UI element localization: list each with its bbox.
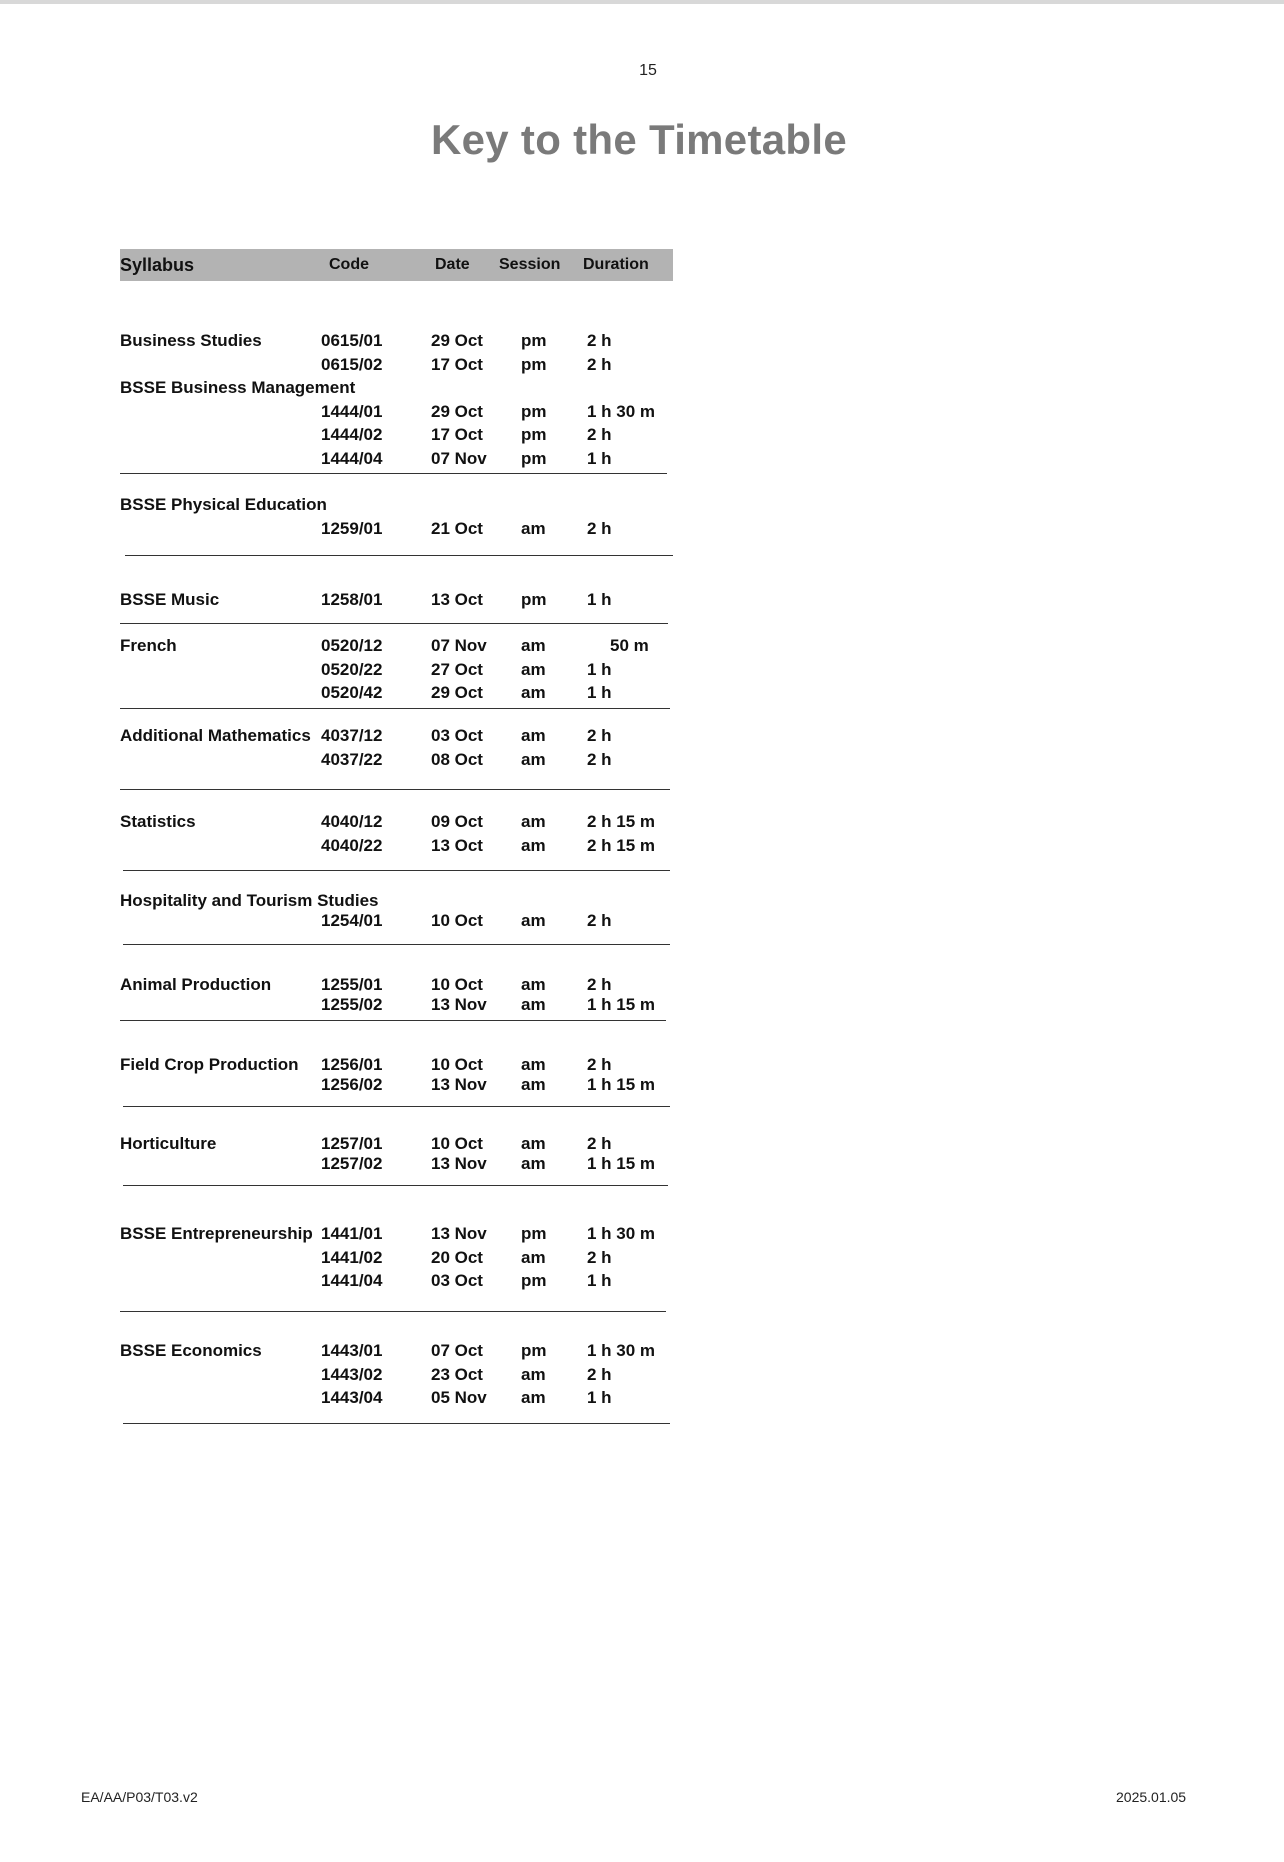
paper-code: 1256/02 — [321, 1074, 383, 1094]
subject-name: Animal Production — [120, 975, 272, 994]
paper-code: 4040/22 — [321, 835, 383, 855]
paper-session: am — [521, 1247, 546, 1267]
paper-duration: 2 h — [587, 1247, 612, 1267]
paper-session: am — [521, 1055, 546, 1074]
paper-session: pm — [521, 331, 547, 350]
paper-date: 07 Nov — [431, 636, 487, 655]
section-divider — [123, 870, 670, 871]
table-row — [120, 1224, 673, 1246]
table-row — [120, 660, 673, 682]
table-row — [120, 911, 673, 933]
paper-duration: 1 h 30 m — [587, 1341, 656, 1360]
paper-session: am — [521, 1153, 546, 1173]
timetable-key-table — [120, 249, 673, 1407]
paper-date: 13 Nov — [431, 1224, 487, 1243]
paper-session: pm — [521, 1224, 547, 1243]
section-divider — [120, 708, 670, 709]
paper-date: 10 Oct — [431, 1055, 483, 1074]
paper-code: 1258/01 — [321, 590, 383, 609]
paper-session: pm — [521, 401, 547, 421]
paper-code: 1257/01 — [321, 1134, 383, 1153]
table-header-row — [120, 249, 673, 281]
paper-date: 13 Nov — [431, 1074, 487, 1094]
paper-code: 1443/04 — [321, 1388, 383, 1407]
paper-date: 09 Oct — [431, 812, 483, 831]
paper-session: am — [521, 1388, 546, 1407]
paper-code: 4037/12 — [321, 726, 383, 745]
paper-date: 29 Oct — [431, 683, 483, 702]
paper-date: 21 Oct — [431, 518, 483, 538]
table-row — [120, 636, 673, 658]
paper-date: 05 Nov — [431, 1388, 487, 1407]
section-divider — [120, 789, 670, 790]
paper-code: 1259/01 — [321, 518, 383, 538]
table-row — [120, 355, 673, 377]
paper-duration: 2 h — [587, 331, 612, 350]
paper-session: am — [521, 659, 546, 679]
section-divider — [125, 555, 673, 556]
header-session: Session — [499, 256, 561, 273]
table-row — [120, 1271, 673, 1293]
paper-session: am — [521, 835, 546, 855]
paper-session: am — [521, 1134, 546, 1153]
subject-name: BSSE Music — [120, 590, 220, 609]
paper-duration: 1 h — [587, 448, 612, 468]
paper-date: 29 Oct — [431, 331, 483, 350]
paper-duration: 2 h — [587, 1055, 612, 1074]
subject-name: Business Studies — [120, 331, 262, 350]
paper-code: 1441/02 — [321, 1247, 383, 1267]
paper-session: pm — [521, 354, 547, 374]
paper-duration: 1 h — [587, 1388, 612, 1407]
page-number: 15 — [639, 62, 657, 79]
paper-duration: 1 h — [587, 590, 612, 609]
paper-date: 23 Oct — [431, 1364, 483, 1384]
table-row — [120, 1341, 673, 1363]
paper-code: 4040/12 — [321, 812, 383, 831]
paper-date: 17 Oct — [431, 354, 483, 374]
table-row — [120, 1075, 673, 1097]
header-duration: Duration — [583, 256, 649, 273]
paper-session: pm — [521, 425, 547, 444]
header-date: Date — [435, 256, 470, 273]
section-divider — [123, 944, 670, 945]
paper-duration: 2 h — [587, 726, 612, 745]
paper-duration: 2 h — [587, 749, 612, 769]
paper-date: 17 Oct — [431, 425, 483, 444]
paper-duration: 2 h 15 m — [587, 835, 656, 855]
paper-date: 03 Oct — [431, 1271, 483, 1290]
paper-duration: 2 h — [587, 975, 612, 994]
paper-session: am — [521, 1364, 546, 1384]
paper-session: am — [521, 975, 546, 994]
paper-code: 1441/04 — [321, 1271, 383, 1290]
paper-session: am — [521, 518, 546, 538]
table-row — [120, 425, 673, 447]
section-divider — [120, 473, 667, 474]
paper-duration: 1 h 30 m — [587, 401, 656, 421]
paper-date: 10 Oct — [431, 911, 483, 930]
table-row — [120, 726, 673, 748]
subject-name: BSSE Entrepreneurship — [120, 1224, 313, 1243]
paper-code: 1441/01 — [321, 1224, 383, 1243]
table-row — [120, 1388, 673, 1410]
header-syllabus: Syllabus — [120, 255, 195, 275]
paper-code: 1254/01 — [321, 911, 383, 930]
page-title: Key to the Timetable — [431, 116, 847, 163]
table-row — [120, 1365, 673, 1387]
paper-code: 1255/01 — [321, 975, 383, 994]
paper-session: am — [521, 636, 546, 655]
section-divider — [120, 1311, 666, 1312]
section-divider — [123, 1423, 670, 1424]
table-row — [120, 449, 673, 471]
paper-duration: 1 h 30 m — [587, 1224, 656, 1243]
paper-duration: 2 h — [587, 911, 612, 930]
paper-duration: 1 h — [587, 683, 612, 702]
paper-duration: 2 h — [587, 1134, 612, 1153]
paper-date: 13 Nov — [431, 1153, 487, 1173]
paper-date: 13 Nov — [431, 994, 487, 1014]
table-row — [120, 590, 673, 612]
paper-code: 1255/02 — [321, 994, 383, 1014]
table-row — [120, 519, 673, 541]
paper-date: 13 Oct — [431, 590, 483, 609]
paper-session: am — [521, 1074, 546, 1094]
paper-code: 4037/22 — [321, 749, 383, 769]
section-divider — [123, 1185, 668, 1186]
subject-name: BSSE Business Management — [120, 378, 356, 397]
table-row — [120, 402, 673, 424]
table-row — [120, 836, 673, 858]
paper-duration: 1 h — [587, 1271, 612, 1290]
paper-code: 0520/12 — [321, 636, 383, 655]
header-code: Code — [329, 256, 369, 273]
paper-code: 1443/02 — [321, 1364, 383, 1384]
paper-code: 1443/01 — [321, 1341, 383, 1360]
subject-name: BSSE Economics — [120, 1341, 262, 1360]
table-row — [120, 331, 673, 353]
subject-name: Statistics — [120, 812, 196, 831]
paper-duration: 1 h 15 m — [587, 994, 656, 1014]
subject-name: Field Crop Production — [120, 1055, 299, 1074]
paper-duration: 1 h — [587, 659, 612, 679]
paper-code: 0520/42 — [321, 683, 383, 702]
table-row — [120, 683, 673, 705]
paper-session: am — [521, 994, 546, 1014]
paper-date: 10 Oct — [431, 1134, 483, 1153]
paper-duration: 2 h — [587, 354, 612, 374]
paper-session: am — [521, 726, 546, 745]
subject-name: Additional Mathematics — [120, 726, 311, 745]
paper-date: 03 Oct — [431, 726, 483, 745]
section-divider — [123, 1106, 670, 1107]
table-row — [120, 812, 673, 834]
paper-session: am — [521, 683, 546, 702]
paper-date: 10 Oct — [431, 975, 483, 994]
table-row — [120, 1248, 673, 1270]
paper-session: am — [521, 812, 546, 831]
subject-name: Horticulture — [120, 1134, 217, 1153]
paper-session: pm — [521, 590, 547, 609]
paper-code: 1444/02 — [321, 425, 383, 444]
section-divider — [120, 623, 668, 624]
paper-duration: 50 m — [610, 636, 649, 655]
paper-date: 08 Oct — [431, 749, 483, 769]
table-row — [120, 1154, 673, 1176]
paper-duration: 2 h — [587, 425, 612, 444]
document-date: 2025.01.05 — [1116, 1789, 1187, 1805]
paper-code: 1256/01 — [321, 1055, 383, 1074]
subject-name: Hospitality and Tourism Studies — [120, 891, 379, 910]
paper-duration: 2 h — [587, 518, 612, 538]
paper-date: 20 Oct — [431, 1247, 483, 1267]
page-top-edge — [0, 0, 1284, 4]
subject-name: French — [120, 636, 177, 655]
paper-code: 0520/22 — [321, 659, 383, 679]
document-reference: EA/AA/P03/T03.v2 — [81, 1789, 198, 1805]
paper-date: 27 Oct — [431, 659, 483, 679]
table-row — [120, 750, 673, 772]
paper-code: 0615/02 — [321, 354, 383, 374]
paper-session: pm — [521, 1271, 547, 1290]
paper-duration: 1 h 15 m — [587, 1074, 656, 1094]
section-divider — [120, 1020, 666, 1021]
paper-date: 29 Oct — [431, 401, 483, 421]
paper-date: 13 Oct — [431, 835, 483, 855]
paper-session: pm — [521, 448, 547, 468]
paper-code: 1444/04 — [321, 448, 383, 468]
paper-duration: 1 h 15 m — [587, 1153, 656, 1173]
table-row — [120, 995, 673, 1017]
paper-session: am — [521, 911, 546, 930]
paper-code: 1257/02 — [321, 1153, 383, 1173]
paper-duration: 2 h — [587, 1364, 612, 1384]
paper-session: am — [521, 749, 546, 769]
paper-code: 0615/01 — [321, 331, 383, 350]
paper-session: pm — [521, 1341, 547, 1360]
paper-date: 07 Nov — [431, 448, 487, 468]
paper-code: 1444/01 — [321, 401, 383, 421]
paper-duration: 2 h 15 m — [587, 812, 656, 831]
subject-name: BSSE Physical Education — [120, 495, 327, 514]
paper-date: 07 Oct — [431, 1341, 483, 1360]
